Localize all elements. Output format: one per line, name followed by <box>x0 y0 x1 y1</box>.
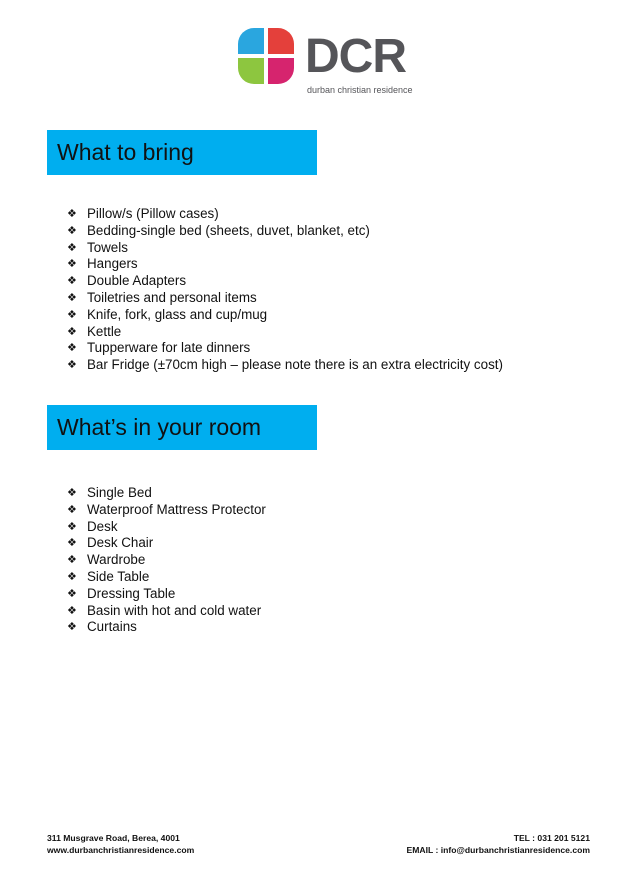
what-to-bring-list <box>67 206 503 374</box>
diamond-bullet-icon: ❖ <box>67 342 77 355</box>
list-item: ❖ Hangers <box>67 256 138 272</box>
diamond-bullet-icon: ❖ <box>67 241 77 254</box>
section-heading-what-to-bring <box>47 130 317 175</box>
list-item: ❖ Desk <box>67 518 118 534</box>
list-item: ❖ Bedding-single bed (sheets, duvet, blanket, etc) <box>67 222 370 238</box>
list-item: ❖ Pillow/s (Pillow cases) <box>67 206 219 221</box>
list-item: ❖ Wardrobe <box>67 552 146 568</box>
diamond-bullet-icon: ❖ <box>67 291 77 304</box>
list-item: ❖ Waterproof Mattress Protector <box>67 501 266 517</box>
diamond-bullet-icon: ❖ <box>67 325 77 338</box>
diamond-bullet-icon: ❖ <box>67 570 77 583</box>
list-item: ❖ Bar Fridge (±70cm high – please note there is an extra electricity cost) <box>67 357 503 373</box>
list-item: ❖ Double Adapters <box>67 273 187 289</box>
diamond-bullet-icon: ❖ <box>67 359 77 372</box>
diamond-bullet-icon: ❖ <box>67 487 77 499</box>
list-item: ❖ Tupperware for late dinners <box>67 340 251 356</box>
diamond-bullet-icon: ❖ <box>67 258 77 271</box>
list-item: ❖ Basin with hot and cold water <box>67 602 262 618</box>
dcr-cross-logo-icon <box>238 28 294 84</box>
logo-subtitle: durban christian residence <box>307 85 413 95</box>
list-item: ❖ Knife, fork, glass and cup/mug <box>67 306 268 322</box>
list-item: ❖ Toiletries and personal items <box>67 289 257 305</box>
list-item: ❖ Towels <box>67 239 128 255</box>
diamond-bullet-icon: ❖ <box>67 621 77 634</box>
footer-email-link[interactable]: EMAIL : info@durbanchristianresidence.com <box>406 845 590 855</box>
diamond-bullet-icon: ❖ <box>67 224 77 237</box>
section-heading-whats-in-your-room <box>47 405 317 450</box>
diamond-bullet-icon: ❖ <box>67 604 77 617</box>
whats-in-your-room-list <box>67 485 266 636</box>
section-title: What’s in your room <box>57 414 262 440</box>
section-title: What to bring <box>57 139 194 165</box>
logo-wordmark: DCR <box>305 30 406 83</box>
list-item: ❖ Dressing Table <box>67 585 176 601</box>
footer-website-link[interactable]: www.durbanchristianresidence.com <box>47 845 195 855</box>
diamond-bullet-icon: ❖ <box>67 208 77 220</box>
diamond-bullet-icon: ❖ <box>67 537 77 550</box>
diamond-bullet-icon: ❖ <box>67 275 77 288</box>
footer-contact-left <box>47 832 194 856</box>
list-item: ❖ Curtains <box>67 619 137 635</box>
list-item: ❖ Side Table <box>67 568 150 584</box>
diamond-bullet-icon: ❖ <box>67 308 77 321</box>
diamond-bullet-icon: ❖ <box>67 503 77 516</box>
diamond-bullet-icon: ❖ <box>67 520 77 533</box>
diamond-bullet-icon: ❖ <box>67 554 77 567</box>
diamond-bullet-icon: ❖ <box>67 587 77 600</box>
dcr-logo <box>238 28 438 98</box>
list-item: ❖ Single Bed <box>67 485 152 500</box>
list-item: ❖ Kettle <box>67 323 122 339</box>
footer-address: 311 Musgrave Road, Berea, 4001 <box>47 833 180 843</box>
footer-telephone: TEL : 031 201 5121 <box>513 833 590 843</box>
list-item: ❖ Desk Chair <box>67 535 154 551</box>
footer-contact-right <box>407 832 590 856</box>
